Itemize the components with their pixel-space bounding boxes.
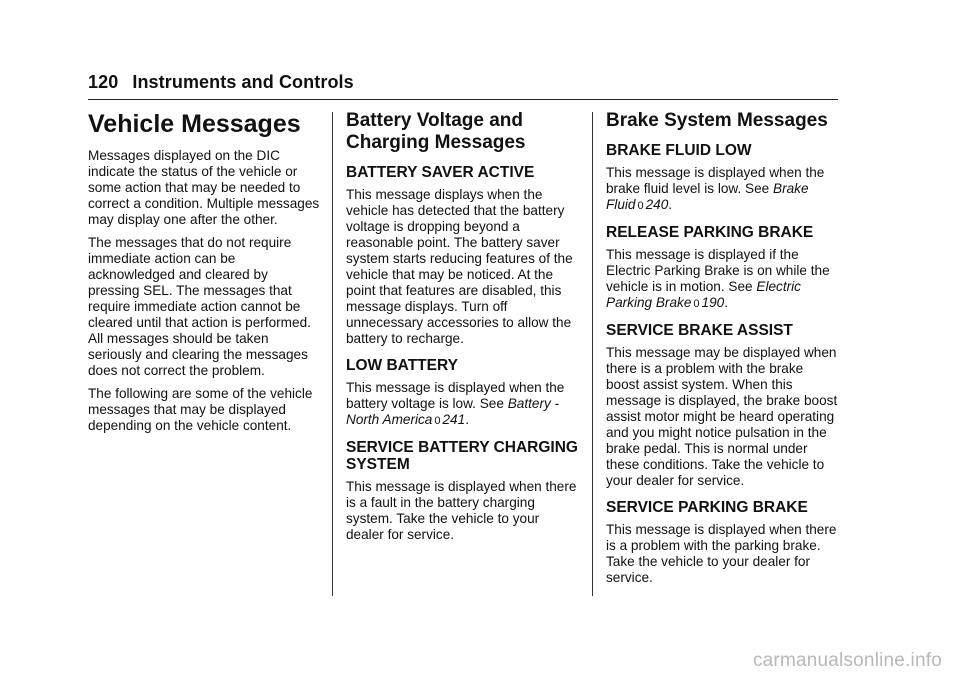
header-rule	[88, 99, 838, 100]
column-brake-messages	[606, 110, 838, 593]
page-ref-arrow-icon: 0	[693, 298, 700, 310]
page-ref-arrow-icon: 0	[637, 200, 644, 212]
message-heading: SERVICE BATTERY CHARGING SYSTEM	[346, 439, 578, 473]
cross-reference-link[interactable]: Brake Fluid	[606, 181, 809, 212]
column-battery-messages	[346, 110, 578, 550]
message-text: This message is displayed if the Electric Parking Brake is on while the vehicle is in motion. See Electric Parking Brake 0 190.	[606, 247, 830, 310]
message-heading: LOW BATTERY	[346, 357, 458, 374]
message-text: This message is displayed when the battery voltage is low. See Battery - North America 0 241.	[346, 380, 565, 427]
message-text: This message displays when the vehicle has detected that the battery voltage is dropping beyond a reasonable point. The battery saver system starts reducing features of the vehicle that may be noticed. At the point that features are disabled, this message displays. Turn off unnecessary accessories to allow the battery to recharge.	[346, 187, 573, 346]
watermark: carmanualsonline.info	[752, 650, 942, 671]
message-text: This message is displayed when the brake fluid level is low. See Brake Fluid 0 240.	[606, 165, 825, 212]
cross-reference-link[interactable]: Battery - North America	[346, 396, 560, 427]
message-heading: BATTERY SAVER ACTIVE	[346, 164, 535, 181]
page-ref-number[interactable]: 241	[442, 412, 466, 427]
message-text: This message is displayed when there is a problem with the parking brake. Take the vehicle to your dealer for service.	[606, 522, 837, 585]
section-heading: Vehicle Messages	[88, 110, 301, 138]
page-ref-number[interactable]: 240	[645, 197, 669, 212]
message-heading: SERVICE PARKING BRAKE	[606, 499, 808, 516]
section-title: Instruments and Controls	[132, 72, 354, 92]
message-text: This message may be displayed when there is a problem with the brake boost assist system. When this message is displayed, the brake boost assist motor might be heard operating and you might notice pulsation in the brake pedal. This is normal under these conditions. Take the vehicle to your dealer for service.	[606, 345, 838, 488]
paragraph: Messages displayed on the DIC indicate the status of the vehicle or some action that may be needed to correct a condition. Multiple messages may display one after the other.	[88, 148, 320, 227]
paragraph: The following are some of the vehicle messages that may be displayed depending on the vehicle content.	[88, 386, 313, 433]
message-heading: SERVICE BRAKE ASSIST	[606, 322, 793, 339]
page-header	[88, 72, 354, 93]
column-divider	[592, 112, 593, 596]
message-heading: RELEASE PARKING BRAKE	[606, 224, 814, 241]
column-divider	[332, 112, 333, 596]
section-heading: Brake System Messages	[606, 110, 828, 131]
column-vehicle-messages	[88, 110, 320, 441]
message-heading: BRAKE FLUID LOW	[606, 142, 752, 159]
page-number: 120	[88, 72, 119, 92]
message-text: This message is displayed when there is a fault in the battery charging system. Take the vehicle to your dealer for service.	[346, 479, 577, 542]
page-ref-number[interactable]: 190	[701, 295, 725, 310]
paragraph: The messages that do not require immediate action can be acknowledged and cleared by pressing SEL. The messages that require immediate action cannot be cleared until that action is performed. All messages should be taken seriously and clearing the messages does not correct the problem.	[88, 235, 311, 378]
cross-reference-link[interactable]: Electric Parking Brake	[606, 279, 801, 310]
page-ref-arrow-icon: 0	[434, 415, 441, 427]
section-heading: Battery Voltage and Charging Messages	[346, 110, 526, 153]
